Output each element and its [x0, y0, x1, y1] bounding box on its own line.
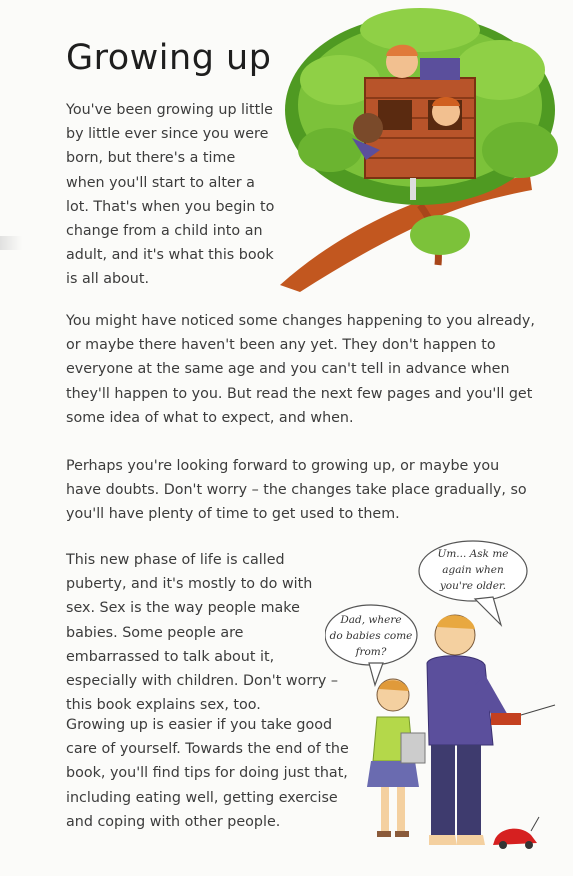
page-title: Growing up: [66, 38, 272, 78]
paragraph-4: This new phase of life is called puberty, and it's mostly to do with sex. Sex is the way people make babies. Some people are embarrassed to talk about it, especially with children. Don't worry – this book explains sex, too.: [66, 552, 338, 714]
dad-speech-text: [425, 546, 521, 594]
child-speech-line-1: Dad, where: [340, 614, 402, 626]
paragraph-1: You've been growing up little by little ever since you were born, but there's a time when you'll start to alter a lot. That's when you begin to change from a child into an adult, and it's what this book is all about.: [66, 102, 275, 288]
dad-figure: [427, 615, 555, 845]
dad-speech-line-1: Um... Ask me: [437, 548, 509, 560]
dad-speech-line-3: you're older.: [439, 580, 507, 592]
remote-control: [491, 713, 521, 725]
paragraph-3: Perhaps you're looking forward to growing up, or maybe you have doubts. Don't worry – the changes take place gradually, so you'll have plenty of time to get used to them.: [66, 458, 527, 523]
dad-speech-line-2: again when: [442, 564, 504, 576]
toy-car: [493, 817, 539, 849]
child-speech-line-3: from?: [355, 646, 387, 658]
rope: [410, 178, 416, 200]
paragraph-2: You might have noticed some changes happening to you already, or maybe there haven't been any yet. They don't happen to everyone at the same age and you can't tell in advance when they'll happen to you. But read the next few pages and you'll get some idea of what to expect, and when.: [66, 313, 535, 426]
paragraph-5: Growing up is easier if you take good care of yourself. Towards the end of the book, you'll find tips for doing just that, including eating well, getting exercise and coping with other people.: [66, 717, 349, 830]
toy-robot: [401, 733, 425, 763]
treehouse-illustration: [270, 0, 570, 300]
child-figure: [367, 679, 425, 837]
page-edge-mark: [0, 236, 22, 250]
child-speech-text: [326, 612, 416, 660]
child-speech-line-2: do babies come: [329, 630, 413, 642]
